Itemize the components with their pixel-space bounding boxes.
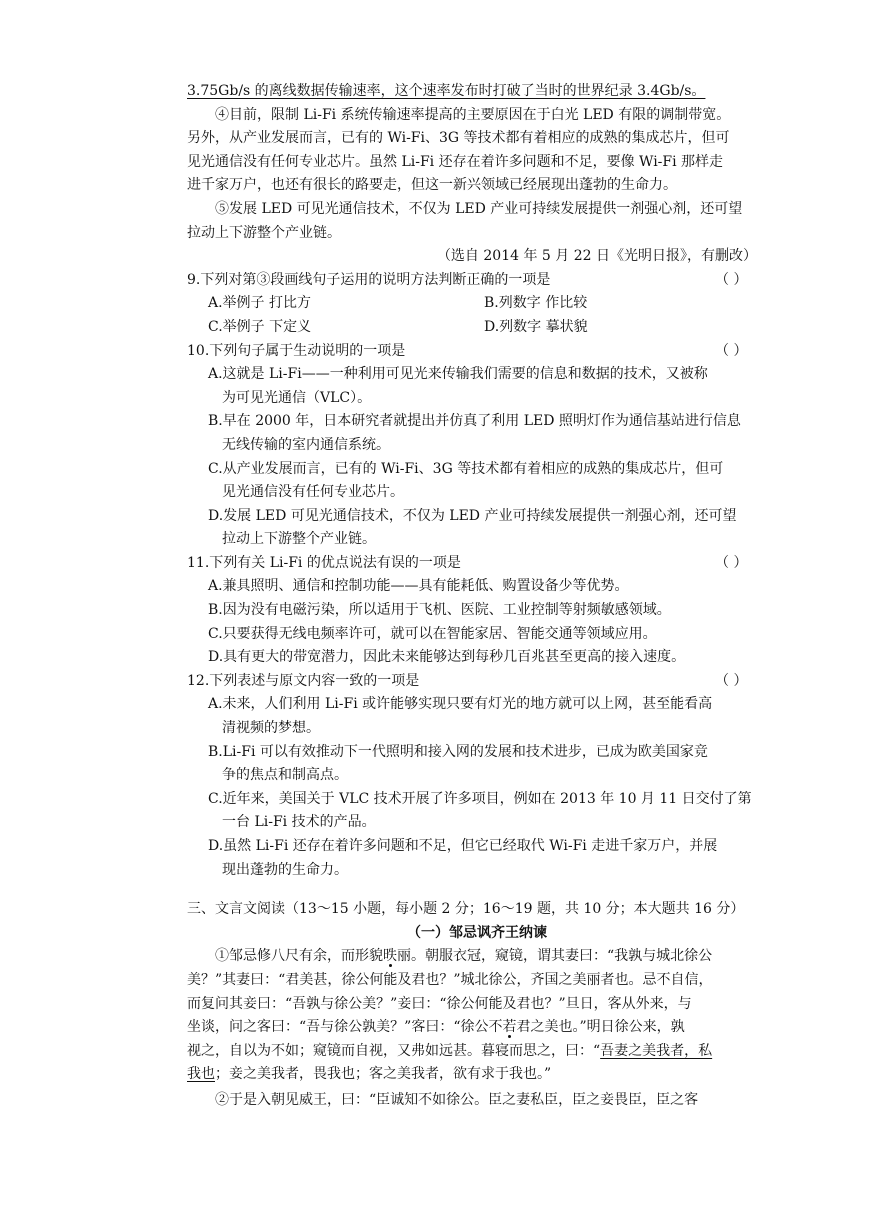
question-stem: 10.下列句子属于生动说明的一项是 bbox=[187, 342, 406, 359]
text-segment: ①邹忌修八尺有余，而形貌 bbox=[215, 948, 383, 965]
classical-line bbox=[187, 1063, 767, 1087]
paragraph-4 bbox=[187, 104, 767, 198]
option-line: 争的焦点和制高点。 bbox=[222, 767, 348, 784]
question-12-stem-row bbox=[187, 670, 767, 694]
option-line: 拉动上下游整个产业链。 bbox=[222, 531, 376, 548]
option-line: A.未来，人们利用 Li-Fi 或许能够实现只要有灯光的地方就可以上网，甚至能看高 bbox=[208, 696, 713, 713]
option-line: 见光通信没有任何专业芯片。 bbox=[222, 484, 404, 501]
paragraph-4-line: 见光通信没有任何专业芯片。虽然 Li-Fi 还存在着许多问题和不足，要像 Wi-Fi 那样走 bbox=[187, 153, 724, 170]
option-line: 清视频的梦想。 bbox=[222, 720, 320, 737]
option-d[interactable] bbox=[187, 835, 767, 882]
classical-line bbox=[187, 1040, 767, 1064]
paragraph-5-line: ⑤发展 LED 可见光通信技术，不仅为 LED 产业可持续发展提供一剂强心剂，还可望 bbox=[215, 200, 743, 217]
question-stem: 11.下列有关 Li-Fi 的优点说法有误的一项是 bbox=[187, 554, 461, 571]
paragraph-4-line: 另外，从产业发展而言，已有的 Wi-Fi、3G 等技术都有着相应的成熟的集成芯片，但可 bbox=[187, 130, 730, 147]
question-stem: 12.下列表述与原文内容一致的一项是 bbox=[187, 672, 420, 689]
question-stem: 9.下列对第③段画线句子运用的说明方法判断正确的一项是 bbox=[187, 271, 551, 288]
exam-page bbox=[187, 80, 767, 1113]
option-line: B.早在 2000 年，日本研究者就提出并仿真了利用 LED 照明灯作为通信基站进行信息 bbox=[208, 413, 741, 430]
classical-paragraph-2: ②于是入朝见威王，曰：“臣诚知不如徐公。臣之妻私臣，臣之妾畏臣，臣之客 bbox=[215, 1091, 699, 1108]
option-d[interactable]: D.列数字 摹状貌 bbox=[484, 318, 588, 335]
underlined-sentence: 我也 bbox=[187, 1066, 215, 1083]
classical-line: 美？”其妻曰：“君美甚，徐公何能及君也？”城北徐公，齐国之美丽者也。忌不自信， bbox=[187, 971, 713, 988]
answer-blank[interactable]: （ ） bbox=[715, 342, 748, 359]
dotted-character: 昳 bbox=[383, 948, 397, 965]
option-d[interactable]: D.具有更大的带宽潜力，因此未来能够达到每秒几百兆甚至更高的接入速度。 bbox=[208, 649, 686, 666]
underlined-sentence: 吾妻之美我者，私 bbox=[600, 1042, 713, 1059]
passage-source: （选自 2014 年 5 月 22 日《光明日报》，有删改） bbox=[436, 248, 757, 265]
answer-blank[interactable]: （ ） bbox=[715, 271, 748, 288]
classical-line bbox=[187, 945, 767, 969]
option-a[interactable]: A.举例子 打比方 bbox=[208, 295, 312, 312]
text-segment: 丽。朝服衣冠，窥镜，谓其妻曰：“我孰与城北徐公 bbox=[397, 948, 713, 965]
question-11 bbox=[187, 552, 767, 670]
text-segment: 视之，自以为不如；窥镜而自视，又弗如远甚。暮寝而思之，曰：“ bbox=[187, 1042, 601, 1059]
option-a[interactable] bbox=[187, 363, 767, 410]
question-9 bbox=[187, 269, 767, 340]
option-line: C.近年来，美国关于 VLC 技术开展了许多项目，例如在 2013 年 10 月 11 日交付了第 bbox=[208, 790, 752, 807]
paragraph-5 bbox=[187, 198, 767, 245]
option-line: D.发展 LED 可见光通信技术，不仅为 LED 产业可持续发展提供一剂强心剂，还可望 bbox=[208, 507, 737, 524]
classical-line: 而复问其妾曰：“吾孰与徐公美？”妾曰：“徐公何能及君也？”旦日，客从外来，与 bbox=[187, 995, 692, 1012]
passage-title: （一）邹忌讽齐王纳谏 bbox=[407, 924, 547, 941]
section-heading: 三、文言文阅读（13～15 小题，每小题 2 分；16～19 题，共 10 分；本大题共 16 分） bbox=[187, 901, 745, 918]
classical-line bbox=[187, 1016, 767, 1040]
option-line: 一台 Li-Fi 技术的产品。 bbox=[222, 814, 376, 831]
paragraph-4-line: 进千家万户，也还有很长的路要走，但这一新兴领域已经展现出蓬勃的生命力。 bbox=[187, 177, 677, 194]
dotted-character: 若 bbox=[502, 1019, 517, 1036]
question-9-options bbox=[187, 292, 767, 339]
option-b[interactable]: B.列数字 作比较 bbox=[484, 295, 588, 312]
option-b[interactable] bbox=[187, 741, 767, 788]
option-b[interactable]: B.因为没有电磁污染，所以适用于飞机、医院、工业控制等射频敏感领域。 bbox=[208, 602, 671, 619]
option-line: A.这就是 Li-Fi——一种利用可见光来传输我们需要的信息和数据的技术，又被称 bbox=[208, 366, 708, 383]
option-line: D.虽然 Li-Fi 还存在着许多问题和不足，但它已经取代 Wi-Fi 走进千家万户，并展 bbox=[208, 838, 718, 854]
option-line: 为可见光通信（VLC）。 bbox=[222, 389, 372, 406]
question-10-stem-row bbox=[187, 340, 767, 364]
text-segment: 坐谈，问之客曰：“吾与徐公孰美？”客曰：“徐公不 bbox=[187, 1019, 503, 1036]
classical-paragraph-1 bbox=[187, 945, 767, 1087]
option-line: 现出蓬勃的生命力。 bbox=[222, 861, 348, 878]
answer-blank[interactable]: （ ） bbox=[715, 554, 748, 571]
option-line: 无线传输的室内通信系统。 bbox=[222, 436, 390, 453]
option-c[interactable]: C.举例子 下定义 bbox=[208, 318, 312, 335]
option-line: C.从产业发展而言，已有的 Wi-Fi、3G 等技术都有着相应的成熟的集成芯片，但可 bbox=[208, 460, 724, 477]
option-a[interactable] bbox=[187, 693, 767, 740]
option-d[interactable] bbox=[187, 505, 767, 552]
question-9-stem-row bbox=[187, 269, 767, 293]
paragraph-5-line: 拉动上下游整个产业链。 bbox=[187, 224, 341, 241]
text-segment: ；妾之美我者，畏我也；客之美我者，欲有求于我也。” bbox=[215, 1066, 552, 1083]
option-a[interactable]: A.兼具照明、通信和控制功能——具有能耗低、购置设备少等优势。 bbox=[208, 578, 629, 595]
paragraph-4-line: ④目前，限制 Li-Fi 系统传输速率提高的主要原因在于白光 LED 有限的调制带宽。 bbox=[215, 106, 731, 123]
answer-blank[interactable]: （ ） bbox=[715, 672, 748, 689]
option-c[interactable] bbox=[187, 788, 767, 835]
text-segment: 君之美也。”明日徐公来，孰 bbox=[516, 1019, 685, 1036]
passage-line-top: 3.75Gb/s 的离线数据传输速率，这个速率发布时打破了当时的世界纪录 3.4Gb/s。 bbox=[187, 83, 706, 99]
option-line: B.Li-Fi 可以有效推动下一代照明和接入网的发展和技术进步，已成为欧美国家竞 bbox=[208, 743, 708, 760]
question-12 bbox=[187, 670, 767, 882]
option-c[interactable]: C.只要获得无线电频率许可，就可以在智能家居、智能交通等领域应用。 bbox=[208, 625, 657, 642]
question-10 bbox=[187, 340, 767, 552]
option-c[interactable] bbox=[187, 458, 767, 505]
question-11-stem-row bbox=[187, 552, 767, 576]
option-b[interactable] bbox=[187, 410, 767, 457]
